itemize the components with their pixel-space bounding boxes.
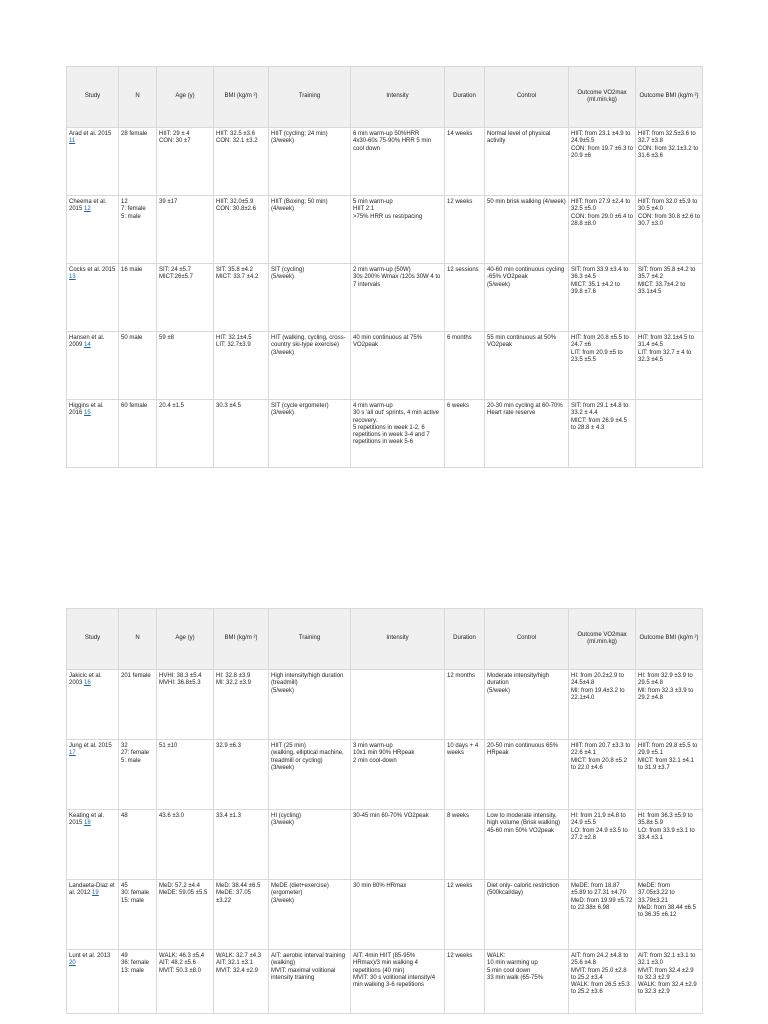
study-name: Landaeta-Diaz et al. 2012: [69, 883, 115, 897]
outcome-bmi-cell: HIIT: from 32.0 ±5.9 to 30.5 ±4.0 CON: from 30.8 ±2.6 to 30.7 ±3.0: [636, 196, 703, 264]
table-row: [67, 128, 703, 196]
header-control: Control: [485, 609, 569, 670]
control-cell: Normal level of physical activity: [485, 128, 569, 196]
age-cell: 43.6 ±3.0: [157, 810, 214, 880]
header-duration: Duration: [445, 609, 485, 670]
n-cell: 28 female: [119, 128, 157, 196]
duration-cell: 12 weeks: [445, 880, 485, 950]
bmi-cell: MeD: 38.44 ±6.5 MeDE: 37.05 ±3.22: [214, 880, 269, 950]
n-cell: 45 30: female 15: male: [119, 880, 157, 950]
intensity-cell: [351, 670, 445, 740]
training-cell: HIIT (Boxing; 50 min) (4/week): [269, 196, 351, 264]
age-cell: 51 ±10: [157, 740, 214, 810]
reference-link[interactable]: 19: [92, 890, 99, 897]
header-age: Age (y): [157, 67, 214, 128]
outcome-vo2max-cell: SIT: from 29.1 ±4.8 to 33.2 ± 4.4 MICT: from 26.9 ±4.5 to 28.8 ± 4.3: [569, 400, 636, 468]
intensity-cell: 30-45 min 60-70% VO2peak: [351, 810, 445, 880]
outcome-bmi-cell: [636, 400, 703, 468]
duration-cell: 8 weeks: [445, 810, 485, 880]
study-name: Jung et al. 2015: [69, 743, 112, 749]
study-name: Lunt et al. 2013: [69, 953, 111, 959]
header-training: Training: [269, 67, 351, 128]
training-cell: HIIT (cycling; 24 min) (3/week): [269, 128, 351, 196]
reference-link[interactable]: 16: [84, 680, 91, 687]
header-duration: Duration: [445, 67, 485, 128]
control-cell: Diet only- caloric restriction (500kcal/day): [485, 880, 569, 950]
duration-cell: 6 months: [445, 332, 485, 400]
table-row: [67, 740, 703, 810]
duration-cell: 12 sessions: [445, 264, 485, 332]
intensity-cell: AIT: 4min HIIT (85-95% HRmax)/3 min walking 4 repetitions (40 min) MVIT: 30 s volitional intensity/4 min walking 3-6 repetitions: [351, 950, 445, 1014]
table-body: [67, 670, 703, 1014]
age-cell: SIT: 24 ±5.7 MICT:26±5.7: [157, 264, 214, 332]
training-cell: High intensity/high duration (treadmill) (5/week): [269, 670, 351, 740]
control-cell: Moderate intensity/high duration (5/week): [485, 670, 569, 740]
study-cell: [67, 400, 119, 468]
age-cell: 59 ±8: [157, 332, 214, 400]
training-cell: MeDE (diet+exercise) (ergometer) (3/week): [269, 880, 351, 950]
study-name: Cheema et al. 2015: [69, 199, 107, 213]
duration-cell: 14 weeks: [445, 128, 485, 196]
outcome-bmi-cell: HIT: from 32.1±4.5 to 31.4 ±4.5 LIT: from 32.7 ± 4 to 32.3 ±4.5: [636, 332, 703, 400]
intensity-cell: 5 min warm-up HIIT 2:1 >75% HRR us rest/pacing: [351, 196, 445, 264]
control-cell: 40-60 min continuous cycling -65% VO2peak (5/week): [485, 264, 569, 332]
duration-cell: 12 weeks: [445, 196, 485, 264]
training-cell: HIIT (25 min) (walking, elliptical machine, treadmill or cycling) (3/week): [269, 740, 351, 810]
outcome-bmi-cell: HIIT: from 32.5±3.6 to 32.7 ±3.8 CON: from 32.1±3.2 to 31.6 ±3.6: [636, 128, 703, 196]
table-row: [67, 950, 703, 1014]
header-study: Study: [67, 609, 119, 670]
table-row: [67, 400, 703, 468]
bmi-cell: 32.9 ±6.3: [214, 740, 269, 810]
reference-link[interactable]: 14: [84, 342, 91, 349]
study-cell: [67, 332, 119, 400]
outcome-bmi-cell: HI: from 32.9 ±3.9 to 29.5 ±4.8 MI: from 32.3 ±3.9 to 29.2 ±4.8: [636, 670, 703, 740]
age-cell: 39 ±17: [157, 196, 214, 264]
study-cell: [67, 740, 119, 810]
table-body: [67, 128, 703, 468]
reference-link[interactable]: 11: [69, 138, 76, 145]
header-study: Study: [67, 67, 119, 128]
training-cell: SIT (cycling) (5/week): [269, 264, 351, 332]
n-cell: 48: [119, 810, 157, 880]
n-cell: 16 male: [119, 264, 157, 332]
study-cell: [67, 810, 119, 880]
table-row: [67, 196, 703, 264]
reference-link[interactable]: 17: [69, 750, 76, 757]
header-n: N: [119, 609, 157, 670]
header-outcome-vo2max: Outcome VO2max (ml.min.kg): [569, 67, 636, 128]
study-cell: [67, 128, 119, 196]
bmi-cell: 30.3 ±4.5: [214, 400, 269, 468]
intensity-cell: 4 min warm-up 30 s 'all out' sprints, 4 min active recovery. 5 repetitions in week 1-2, 6 repetitions in week 3-4 and 7 repetitions in week 5-6: [351, 400, 445, 468]
study-cell: [67, 670, 119, 740]
n-cell: 60 female: [119, 400, 157, 468]
duration-cell: 12 weeks: [445, 950, 485, 1014]
reference-link[interactable]: 15: [84, 410, 91, 417]
intensity-cell: 2 min warm-up (50W) 30s 200% Wmax /120s 30W 4 to 7 intervals: [351, 264, 445, 332]
header-outcome-bmi: Outcome BMI (kg/m ²): [636, 67, 703, 128]
outcome-bmi-cell: HIIT: from 29.8 ±5.5 to 29.9 ±5.1 MICT: from 32.1 ±4.1 to 31.9 ±3.7: [636, 740, 703, 810]
outcome-bmi-cell: AIT: from 32.1 ±3.1 to 32.1 ±3.0 MVIT: from 32.4 ±2.9 to 32.3 ±2.9 WALK: from 32.4 ±2.9 to 32.3 ±2.9: [636, 950, 703, 1014]
bmi-cell: WALK: 32.7 ±4.3 AIT: 32.1 ±3.1 MVIT: 32.4 ±2.9: [214, 950, 269, 1014]
reference-link[interactable]: 20: [69, 960, 76, 967]
outcome-vo2max-cell: MeDE: from 18.87 ±5.89 to 27.31 ±4.70 MeD: from 19.99 ±5.72 to 22.38± 6.98: [569, 880, 636, 950]
study-name: Higgins et al. 2016: [69, 403, 104, 417]
n-cell: 32 27: female 5: male: [119, 740, 157, 810]
training-cell: HIT (walking, cycling, cross-country ski-type exercise) (3/week): [269, 332, 351, 400]
training-cell: HI (cycling) (3/week): [269, 810, 351, 880]
table-row: [67, 670, 703, 740]
control-cell: 20-30 min cycling at 60-70% Heart rate reserve: [485, 400, 569, 468]
study-cell: [67, 880, 119, 950]
table-row: [67, 332, 703, 400]
studies-table-2: [66, 608, 703, 1014]
intensity-cell: 30 min 80% HRmax: [351, 880, 445, 950]
outcome-bmi-cell: HI: from 36.3 ±5.9 to 35.8± 5.9 LO: from 33.9 ±3.1 to 33.4 ±3.1: [636, 810, 703, 880]
n-cell: 201 female: [119, 670, 157, 740]
intensity-cell: 6 min warm-up 50%HRR 4x30-60s 75-90% HRR 5 min cool down: [351, 128, 445, 196]
outcome-vo2max-cell: HIT: from 20.8 ±5.5 to 24.7 ±6 LIT: from 20.9 ±5 to 23.5 ±5.5: [569, 332, 636, 400]
n-cell: 50 male: [119, 332, 157, 400]
age-cell: MeD: 57.2 ±4.4 MeDE: 59.05 ±5.5: [157, 880, 214, 950]
control-cell: 20-50 min continuous 65% HRpeak: [485, 740, 569, 810]
outcome-vo2max-cell: HIIT: from 23.1 ±4.9 to 24.9±5.5 CON: from 19.7 ±6.3 to 20.9 ±6: [569, 128, 636, 196]
n-cell: 49 36: female 13: male: [119, 950, 157, 1014]
control-cell: 55 min continuous at 50% VO2peak: [485, 332, 569, 400]
study-name: Keating et al. 2015: [69, 813, 105, 827]
study-name: Hansen et al. 2009: [69, 335, 105, 349]
reference-link[interactable]: 18: [84, 820, 91, 827]
header-training: Training: [269, 609, 351, 670]
control-cell: WALK: 10 min warming up 5 min cool down 33 min walk (65-75%: [485, 950, 569, 1014]
duration-cell: 6 weeks: [445, 400, 485, 468]
study-name: Arad et al. 2015: [69, 131, 112, 137]
outcome-vo2max-cell: HI: from 21.9 ±4.8 to 24.9 ±5.5 LO: from 24.9 ±3.5 to 27.2 ±2.8: [569, 810, 636, 880]
studies-table-1: [66, 66, 703, 468]
bmi-cell: HIIT: 32.5 ±3.6 CON: 32.1 ±3.2: [214, 128, 269, 196]
outcome-vo2max-cell: HI: from 20.2±2.9 to 24.5±4.8 MI: from 19.4±3.2 to 22.1±4.0: [569, 670, 636, 740]
table-row: [67, 264, 703, 332]
header-bmi: BMI (kg/m ²): [214, 609, 269, 670]
table-header: [67, 609, 703, 670]
outcome-bmi-cell: MeDE: from 37.05±3.22 to 33.79±3.21 MeD: from 38.44 ±6.5 to 36.35 ±6.12: [636, 880, 703, 950]
bmi-cell: HIT: 32.1±4.5 LIT: 32.7±3.9: [214, 332, 269, 400]
duration-cell: 12 months: [445, 670, 485, 740]
age-cell: WALK: 46.3 ±5.4 AIT: 48.2 ±5.6 MVIT: 50.3 ±8.0: [157, 950, 214, 1014]
header-intensity: Intensity: [351, 67, 445, 128]
training-cell: AIT: aerobic interval training (walking) MVIT: maximal volitional intensity training: [269, 950, 351, 1014]
training-cell: SIT (cycle ergometer) (3/week): [269, 400, 351, 468]
age-cell: 20.4 ±1.5: [157, 400, 214, 468]
table-header: [67, 67, 703, 128]
study-cell: [67, 196, 119, 264]
header-n: N: [119, 67, 157, 128]
outcome-bmi-cell: SIT: from 35.8 ±4.2 to 35.7 ±4.2 MICT: 33.7±4.2 to 33.1±4.5: [636, 264, 703, 332]
bmi-cell: HIIT: 32.0±5.9 CON: 30.8±2.6: [214, 196, 269, 264]
header-outcome-vo2max: Outcome VO2max (ml.min.kg): [569, 609, 636, 670]
header-outcome-bmi: Outcome BMI (kg/m ²): [636, 609, 703, 670]
header-intensity: Intensity: [351, 609, 445, 670]
table-row: [67, 810, 703, 880]
control-cell: Low to moderate intensity, high volume (Brisk walking) 45-60 min 50% VO2peak: [485, 810, 569, 880]
duration-cell: 10 days + 4 weeks: [445, 740, 485, 810]
bmi-cell: SIT: 35.8 ±4.2 MICT: 33.7 ±4.2: [214, 264, 269, 332]
reference-link[interactable]: 13: [69, 274, 76, 281]
intensity-cell: 40 min continuous at 75% VO2peak: [351, 332, 445, 400]
reference-link[interactable]: 12: [84, 206, 91, 213]
outcome-vo2max-cell: HIIT: from 27.9 ±2.4 to 32.5 ±5.0 CON: from 29.0 ±6.4 to 28.8 ±8.0: [569, 196, 636, 264]
study-name: Cocks et al. 2015: [69, 267, 116, 273]
study-cell: [67, 950, 119, 1014]
header-age: Age (y): [157, 609, 214, 670]
study-cell: [67, 264, 119, 332]
bmi-cell: HI: 32.8 ±3.9 MI: 32.2 ±3.9: [214, 670, 269, 740]
outcome-vo2max-cell: AIT: from 24.2 ±4.8 to 25.6 ±4.8 MVIT: from 25.0 ±2.8 to 25.2 ±3.4 WALK: from 26.5 ±5.3 to 25.2 ±3.6: [569, 950, 636, 1014]
header-control: Control: [485, 67, 569, 128]
outcome-vo2max-cell: SIT: from 33.9 ±3.4 to 36.3 ±4.5 MICT: 35.1 ±4.2 to 39.8 ±7.6: [569, 264, 636, 332]
study-name: Jakicic et al. 2003: [69, 673, 102, 687]
age-cell: HIIT: 29 ± 4 CON: 30 ±7: [157, 128, 214, 196]
intensity-cell: 3 min warm-up 10x1 min 90% HRpeak 2 min cool-down: [351, 740, 445, 810]
n-cell: 12 7: female 5: male: [119, 196, 157, 264]
control-cell: 50 min brisk walking (4/week): [485, 196, 569, 264]
age-cell: HVHI: 38.3 ±5.4 MVHI: 36.8±5.3: [157, 670, 214, 740]
outcome-vo2max-cell: HIIT: from 20.7 ±3.3 to 22.6 ±4.1 MICT: from 20.8 ±5.2 to 22.0 ±4.6: [569, 740, 636, 810]
table-row: [67, 880, 703, 950]
header-bmi: BMI (kg/m ²): [214, 67, 269, 128]
bmi-cell: 33.4 ±1.3: [214, 810, 269, 880]
